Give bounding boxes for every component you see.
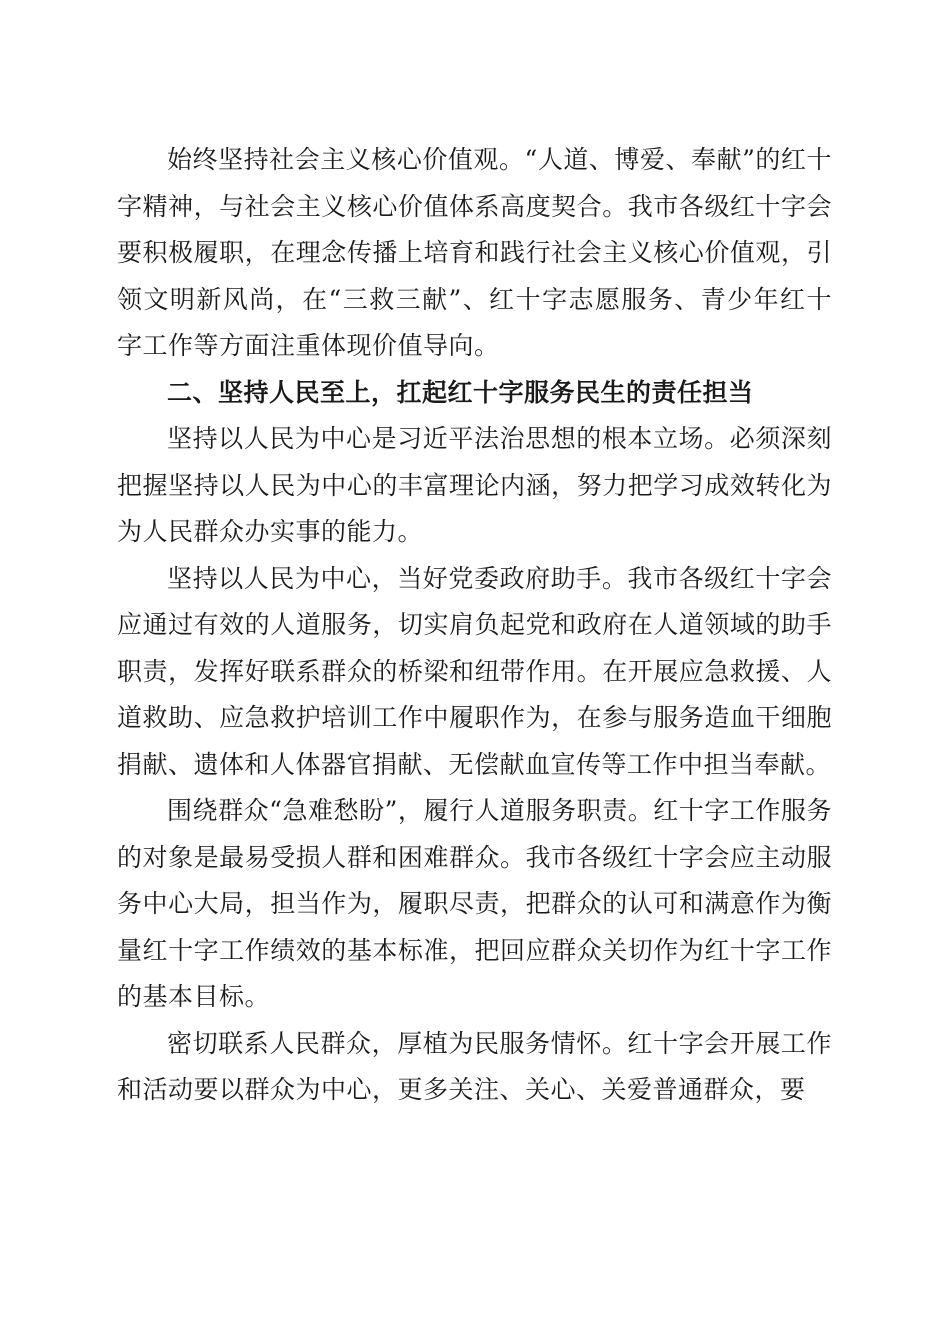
document-body <box>117 137 832 1114</box>
paragraph-core-values: 始终坚持社会主义核心价值观。“人道、博爱、奉献”的红十字精神，与社会主义核心价值体系高度契合。我市各级红十字会要积极履职，在理念传播上培育和践行社会主义核心价值观，引领文明新风尚，在“三救三献”、红十字志愿服务、青少年红十字工作等方面注重体现价值导向。 <box>117 145 832 360</box>
paragraph-urgent-needs: 围绕群众“急难愁盼”，履行人道服务职责。红十字工作服务的对象是最易受损人群和困难群众。我市各级红十字会应主动服务中心大局，担当作为，履职尽责，把群众的认可和满意作为衡量红十字工作绩效的基本标准，把回应群众关切作为红十字工作的基本目标。 <box>117 796 832 1011</box>
paragraph-close-ties: 密切联系人民群众，厚植为民服务情怀。红十字会开展工作和活动要以群众为中心，更多关注、关心、关爱普通群众，要 <box>117 1028 832 1104</box>
section-heading-people-first: 二、坚持人民至上，扛起红十字服务民生的责任担当 <box>167 377 754 407</box>
paragraph-people-centered: 坚持以人民为中心是习近平法治思想的根本立场。必须深刻把握坚持以人民为中心的丰富理论内涵，努力把学习成效转化为为人民群众办实事的能力。 <box>117 424 832 546</box>
paragraph-party-assistant: 坚持以人民为中心，当好党委政府助手。我市各级红十字会应通过有效的人道服务，切实肩负起党和政府在人道领域的助手职责，发挥好联系群众的桥梁和纽带作用。在开展应急救援、人道救助、应急救护培训工作中履职作为，在参与服务造血干细胞捐献、遗体和人体器官捐献、无偿献血宣传等工作中担当奉献。 <box>117 563 832 779</box>
